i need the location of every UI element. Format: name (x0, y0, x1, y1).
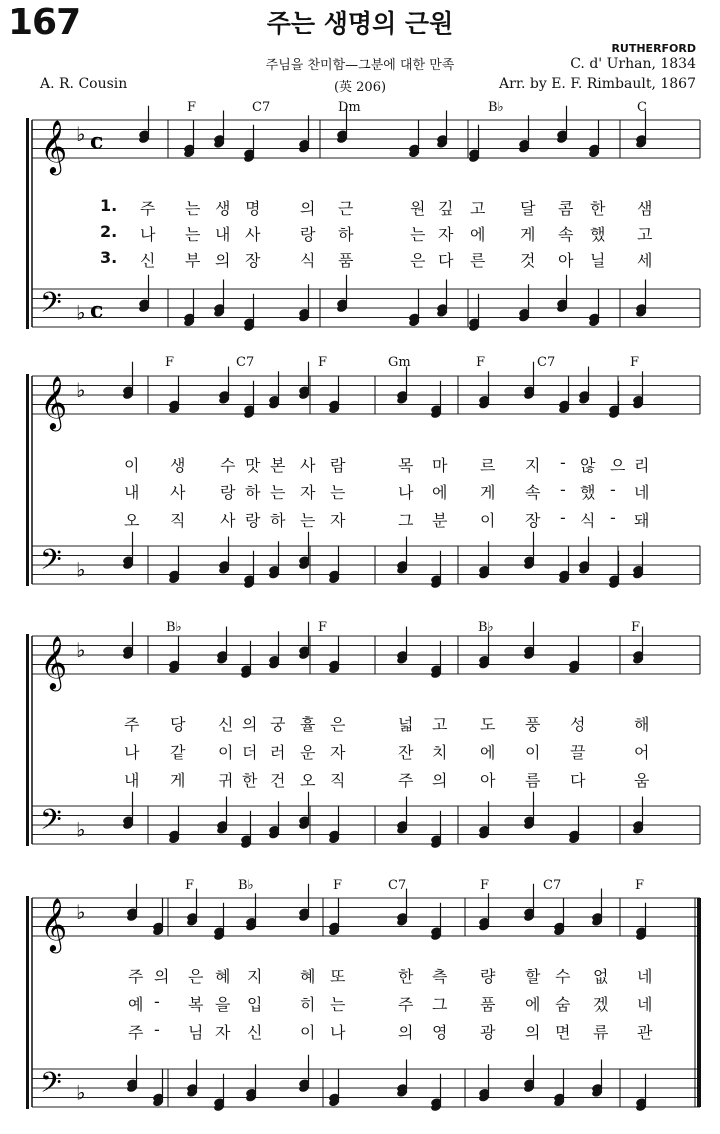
lyric-syllable: 의 (215, 251, 231, 270)
chord-symbol: F (187, 100, 197, 115)
lyrics-author: A. R. Cousin (40, 76, 128, 92)
lyric-syllable: 랑 (220, 483, 236, 502)
verse-number: 2. (100, 222, 118, 241)
lyric-syllable: 자 (300, 483, 316, 502)
lyric-syllable: 는 (185, 199, 201, 218)
lyric-syllable: 의 (525, 1023, 541, 1042)
lyric-syllable: 하 (245, 483, 261, 502)
chord-symbol: F (318, 620, 328, 635)
chord-symbol: F (318, 355, 328, 370)
lyric-syllable: 르 (480, 456, 496, 475)
lyric-syllable: 샘 (637, 199, 653, 218)
lyric-syllable: 건 (270, 771, 286, 790)
lyric-syllable: 는 (330, 995, 346, 1014)
lyric-syllable: - (560, 480, 566, 499)
verse-number: 3. (100, 248, 118, 267)
lyric-syllable: 랑 (300, 225, 316, 244)
verse-number: 1. (100, 196, 118, 215)
lyric-syllable: 주 (124, 715, 140, 734)
lyric-syllable: 아 (480, 771, 496, 790)
lyric-syllable: 했 (590, 225, 606, 244)
lyric-syllable: 주 (128, 1023, 144, 1042)
lyric-syllable: 하 (338, 225, 354, 244)
lyric-syllable: 사 (245, 225, 261, 244)
tune-name: RUTHERFORD (611, 42, 696, 55)
lyric-syllable: 네 (637, 995, 653, 1014)
lyric-syllable: 는 (185, 225, 201, 244)
chord-symbol: F (631, 620, 641, 635)
chord-symbol: B♭ (478, 620, 494, 635)
lyric-syllable: 장 (525, 511, 541, 530)
lyric-syllable: 혜 (215, 967, 231, 986)
lyric-syllable: 겠 (593, 995, 609, 1014)
lyric-syllable: 휼 (300, 715, 316, 734)
lyric-syllable: 도 (480, 715, 496, 734)
lyric-syllable: 운 (300, 743, 316, 762)
lyric-syllable: 성 (570, 715, 586, 734)
lyric-syllable: 목 (398, 456, 414, 475)
lyric-syllable: 장 (245, 251, 261, 270)
system-staff (0, 878, 720, 1123)
lyric-syllable: 름 (525, 771, 541, 790)
lyric-syllable: 당 (170, 715, 186, 734)
lyric-syllable: 에 (525, 995, 541, 1014)
lyric-syllable: 아 (558, 251, 574, 270)
lyric-syllable: 오 (124, 511, 140, 530)
lyric-syllable: 숨 (555, 995, 571, 1014)
lyric-syllable: 고 (432, 715, 448, 734)
lyric-syllable: 분 (432, 511, 448, 530)
lyric-syllable: 깊 (438, 199, 454, 218)
lyric-syllable: 없 (593, 967, 609, 986)
key-signature-flat: ♭ (76, 817, 86, 842)
lyric-syllable: 주 (398, 771, 414, 790)
lyric-syllable: 히 (300, 995, 316, 1014)
lyric-syllable: 신 (218, 715, 234, 734)
lyric-syllable: 주 (140, 199, 156, 218)
chord-symbol: B♭ (166, 620, 182, 635)
lyric-syllable: 품 (338, 251, 354, 270)
lyric-syllable: 다 (438, 251, 454, 270)
lyric-syllable: 자 (330, 743, 346, 762)
lyric-syllable: 본 (270, 456, 286, 475)
system-staff (0, 620, 720, 860)
lyric-syllable: 했 (580, 483, 596, 502)
lyric-syllable: - (154, 992, 160, 1011)
treble-clef: 𝄞 (40, 635, 68, 689)
lyric-syllable: 른 (470, 251, 486, 270)
chord-symbol: F (333, 878, 343, 893)
lyric-syllable: 이 (480, 511, 496, 530)
lyric-syllable: 는 (300, 511, 316, 530)
chord-symbol: Gm (388, 355, 411, 370)
lyric-syllable: 러 (270, 743, 286, 762)
lyric-syllable: 게 (480, 483, 496, 502)
bass-clef: 𝄢 (40, 803, 62, 844)
lyric-syllable: 에 (480, 743, 496, 762)
lyric-syllable: 님 (188, 1023, 204, 1042)
key-signature-flat: ♭ (76, 899, 86, 924)
treble-clef: 𝄞 (40, 897, 68, 951)
chord-symbol: B♭ (488, 100, 504, 115)
lyric-syllable: 사 (170, 483, 186, 502)
lyric-syllable: 움 (634, 771, 650, 790)
lyric-syllable: 신 (247, 1023, 263, 1042)
lyric-syllable: 관 (637, 1023, 653, 1042)
lyric-syllable: 는 (330, 483, 346, 502)
lyric-syllable: 은 (188, 967, 204, 986)
lyric-syllable: 게 (170, 771, 186, 790)
lyric-syllable: 어 (634, 743, 650, 762)
lyric-syllable: 수 (220, 456, 236, 475)
lyric-syllable: 네 (634, 483, 650, 502)
lyric-syllable: 넓 (398, 715, 414, 734)
lyric-syllable: 더 (242, 743, 258, 762)
chord-symbol: F (630, 355, 640, 370)
lyric-syllable: 부 (185, 251, 201, 270)
lyric-syllable: 리 (634, 456, 650, 475)
lyric-syllable: 지 (525, 456, 541, 475)
lyric-syllable: 끌 (570, 743, 586, 762)
lyric-syllable: 자 (330, 511, 346, 530)
lyric-syllable: 수 (555, 967, 571, 986)
lyric-syllable: 내 (215, 225, 231, 244)
chord-symbol: C (637, 100, 647, 115)
lyric-syllable: 류 (593, 1023, 609, 1042)
chord-symbol: F (165, 355, 175, 370)
system-staff (0, 355, 720, 600)
lyric-syllable: 직 (170, 511, 186, 530)
lyric-syllable: 할 (525, 967, 541, 986)
lyric-syllable: 의 (300, 199, 316, 218)
lyric-syllable: 은 (410, 251, 426, 270)
lyric-syllable: 광 (480, 1023, 496, 1042)
composer: C. d' Urhan, 1834 (570, 56, 696, 72)
lyric-syllable: 사 (220, 511, 236, 530)
hymn-title: 주는 생명의 근원 (266, 9, 454, 38)
lyric-syllable: 맛 (245, 456, 261, 475)
lyric-syllable: - (610, 480, 616, 499)
lyric-syllable: 고 (637, 225, 653, 244)
key-signature-flat: ♭ (76, 377, 86, 402)
lyric-syllable: 고 (470, 199, 486, 218)
treble-clef: 𝄞 (40, 375, 68, 429)
lyric-syllable: 치 (432, 743, 448, 762)
lyric-syllable: 속 (525, 483, 541, 502)
hymn-subtitle: 주님을 찬미함—그분에 대한 만족 (265, 58, 455, 73)
arranger: Arr. by E. F. Rimbault, 1867 (499, 76, 696, 92)
chord-symbol: F (476, 355, 486, 370)
lyric-syllable: 돼 (634, 511, 650, 530)
chord-symbol: Dm (338, 100, 361, 115)
lyric-syllable: 식 (300, 251, 316, 270)
system-bracket (26, 634, 29, 846)
lyric-syllable: 에 (470, 225, 486, 244)
lyric-syllable: 생 (170, 456, 186, 475)
lyric-syllable: 입 (247, 995, 263, 1014)
chord-symbol: C7 (252, 100, 271, 115)
lyric-syllable: 나 (330, 1023, 346, 1042)
chord-symbol: C7 (543, 878, 562, 893)
lyric-syllable: 의 (398, 1023, 414, 1042)
lyric-syllable: - (560, 453, 566, 472)
system-bracket (26, 896, 29, 1109)
lyric-syllable: 한 (590, 199, 606, 218)
lyric-syllable: 량 (480, 967, 496, 986)
lyric-syllable: 것 (520, 251, 536, 270)
lyric-syllable: 같 (170, 743, 186, 762)
key-signature-flat: ♭ (76, 637, 86, 662)
chord-symbol: F (635, 878, 645, 893)
lyric-syllable: 측 (432, 967, 448, 986)
lyric-syllable: - (154, 1020, 160, 1039)
lyric-syllable: 품 (480, 995, 496, 1014)
lyric-syllable: 복 (188, 995, 204, 1014)
chord-symbol: C7 (537, 355, 556, 370)
lyric-syllable: - (610, 508, 616, 527)
lyric-syllable: 이 (124, 456, 140, 475)
lyric-syllable: 해 (634, 715, 650, 734)
lyric-syllable: 한 (398, 967, 414, 986)
lyric-syllable: 이 (218, 743, 234, 762)
lyric-syllable: 잔 (398, 743, 414, 762)
bass-clef: 𝄢 (40, 286, 62, 327)
lyric-syllable: 풍 (525, 715, 541, 734)
key-signature-flat: ♭ (76, 1080, 86, 1105)
lyric-syllable: 면 (555, 1023, 571, 1042)
lyric-syllable: 오 (300, 771, 316, 790)
lyric-syllable: 의 (432, 771, 448, 790)
lyric-syllable: 닐 (590, 251, 606, 270)
lyric-syllable: 이 (525, 743, 541, 762)
lyric-syllable: 속 (558, 225, 574, 244)
lyric-syllable: 식 (580, 511, 596, 530)
time-signature: c (90, 297, 104, 324)
lyric-syllable: 는 (410, 225, 426, 244)
chord-symbol: F (480, 878, 490, 893)
chord-symbol: C7 (388, 878, 407, 893)
lyric-syllable: 예 (128, 995, 144, 1014)
lyric-syllable: 은 (330, 715, 346, 734)
lyric-syllable: 하 (270, 511, 286, 530)
bass-clef: 𝄢 (40, 543, 62, 584)
lyric-syllable: 달 (520, 199, 536, 218)
lyric-syllable: 는 (270, 483, 286, 502)
english-hymn-reference: (英 206) (333, 80, 387, 95)
chord-symbol: B♭ (238, 878, 254, 893)
lyric-syllable: 않 (580, 456, 596, 475)
lyric-syllable: 의 (242, 715, 258, 734)
lyric-syllable: 랑 (245, 511, 261, 530)
lyric-syllable: 신 (140, 251, 156, 270)
key-signature-flat: ♭ (76, 300, 86, 325)
lyric-syllable: 그 (432, 995, 448, 1014)
lyric-syllable: 생 (215, 199, 231, 218)
lyric-syllable: 네 (637, 967, 653, 986)
chord-symbol: F (185, 878, 195, 893)
lyric-syllable: 주 (398, 995, 414, 1014)
lyric-syllable: 으 (610, 456, 626, 475)
lyric-syllable: 그 (398, 511, 414, 530)
lyric-syllable: 이 (300, 1023, 316, 1042)
lyric-syllable: 에 (432, 483, 448, 502)
lyric-syllable: 마 (432, 456, 448, 475)
lyric-syllable: 영 (432, 1023, 448, 1042)
time-signature: c (90, 128, 104, 155)
key-signature-flat: ♭ (76, 121, 86, 146)
chord-symbol: C7 (236, 355, 255, 370)
lyric-syllable: 내 (124, 771, 140, 790)
lyric-syllable: 자 (438, 225, 454, 244)
lyric-syllable: 나 (398, 483, 414, 502)
lyric-syllable: 을 (215, 995, 231, 1014)
final-barline-thick (697, 898, 701, 1107)
lyric-syllable: 원 (410, 199, 426, 218)
lyric-syllable: 주 (128, 967, 144, 986)
lyric-syllable: 한 (242, 771, 258, 790)
hymn-number: 167 (8, 2, 81, 43)
lyric-syllable: 명 (245, 199, 261, 218)
lyric-syllable: 자 (215, 1023, 231, 1042)
lyric-syllable: 궁 (270, 715, 286, 734)
lyric-syllable: 지 (247, 967, 263, 986)
lyric-syllable: 의 (154, 967, 170, 986)
lyric-syllable: 또 (330, 967, 346, 986)
lyric-syllable: 나 (124, 743, 140, 762)
system-bracket (26, 118, 29, 329)
lyric-syllable: 게 (520, 225, 536, 244)
treble-clef: 𝄞 (40, 119, 68, 173)
key-signature-flat: ♭ (76, 557, 86, 582)
lyric-syllable: 내 (124, 483, 140, 502)
lyric-syllable: 사 (300, 456, 316, 475)
lyric-syllable: 귀 (218, 771, 234, 790)
lyric-syllable: 나 (140, 225, 156, 244)
lyric-syllable: 람 (330, 456, 346, 475)
lyric-syllable: 혜 (300, 967, 316, 986)
lyric-syllable: 직 (330, 771, 346, 790)
system-bracket (26, 374, 29, 586)
bass-clef: 𝄢 (40, 1066, 62, 1107)
lyric-syllable: 근 (338, 199, 354, 218)
lyric-syllable: 다 (570, 771, 586, 790)
lyric-syllable: - (560, 508, 566, 527)
lyric-syllable: 세 (637, 251, 653, 270)
lyric-syllable: 콤 (558, 199, 574, 218)
